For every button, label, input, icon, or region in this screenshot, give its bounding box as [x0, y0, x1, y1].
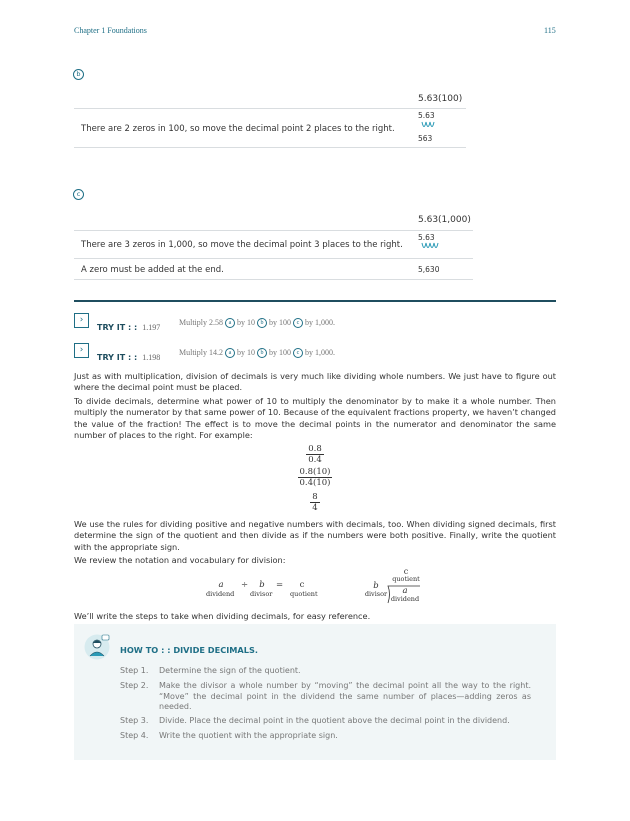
step-4-label: Step 4. [120, 731, 149, 740]
table-divider [74, 147, 466, 148]
long-division-divisor: b divisor [364, 581, 388, 598]
long-division-quotient: c quotient [392, 567, 420, 583]
try-it-1-heading [97, 315, 160, 334]
paragraph-intro: Just as with multiplication, division of decimals is very much like dividing whole numbers. We just have to figure out where the decimal point must be placed. [74, 371, 556, 393]
fraction-whole: $\frac{8}{4}$ [312, 492, 318, 513]
notation-equals: = [276, 580, 284, 590]
step-3-label: Step 3. [120, 716, 149, 725]
notation-divide-sign: ÷ [241, 580, 249, 590]
try-it-1-prompt: Multiply 2.58 a by 10 b by 100 c by 1,000. [179, 318, 336, 327]
notation-quotient: c quotient [290, 580, 318, 598]
part-b-heading: 5.63(100) [418, 94, 463, 104]
paragraph-steps-intro: We’ll write the steps to take when dividing decimals, for easy reference. [74, 611, 371, 621]
try-it-expand-button[interactable]: › [74, 343, 89, 358]
try-it-label: TRY IT : : [97, 323, 138, 332]
try-it-number: 1.197 [142, 323, 161, 332]
try-it-2-heading [97, 345, 160, 364]
part-c-marker: c [73, 184, 84, 203]
part-b-explanation: There are 2 zeros in 100, so move the decimal point 2 places to the right. [81, 124, 395, 134]
paragraph-signed: We use the rules for dividing positive and negative numbers with decimals, too. When dividing signed decimals, first determine the sign of the quotient and then divide as if the numbers were both positive. Finally, write the quotient with the appropriate sign. [74, 519, 556, 552]
notation-divisor: b divisor [250, 580, 273, 598]
student-icon [84, 634, 110, 660]
step-3-text: Divide. Place the decimal point in the quotient above the decimal point in the dividend. [159, 716, 510, 725]
chapter-title: Chapter 1 Foundations [74, 26, 147, 35]
step-2-text: Make the divisor a whole number by “moving” the decimal point all the way to the right. “Move” the decimal point in the dividend the same number of places—adding zeros as needed. [159, 681, 531, 711]
fraction-scaled: $\frac{0.8(10)}{0.4(10)}$ [299, 467, 331, 488]
part-b-work-result: 563 [418, 134, 433, 143]
try-it-2-prompt: Multiply 14.2 a by 10 b by 100 c by 1,000. [179, 348, 336, 357]
try-it-expand-button[interactable]: › [74, 313, 89, 328]
step-4-text: Write the quotient with the appropriate sign. [159, 731, 338, 740]
notation-dividend: a dividend [206, 580, 235, 598]
paragraph-notation-intro: We review the notation and vocabulary for division: [74, 555, 286, 565]
table-divider [74, 279, 473, 280]
part-c-work-result: 5,630 [418, 265, 440, 274]
fraction-whole-wrapper [290, 492, 340, 513]
table-divider [74, 108, 466, 109]
part-b-marker: b [73, 64, 84, 83]
example-fractions [290, 444, 340, 465]
long-division-dividend: a dividend [390, 586, 420, 603]
step-1-text: Determine the sign of the quotient. [159, 666, 301, 675]
part-c-work-top: 5.63 [418, 233, 435, 242]
paragraph-method: To divide decimals, determine what power of 10 to multiply the denominator by to make it a whole number. Then multiply the numerator by that same power of 10. Because of the equivalent fractions property, we haven’t changed the value of the fraction! The effect is to move the decimal points in the numerator and denominator the same number of places to the right. For example: [74, 396, 556, 441]
decimal-move-arrow-icon [421, 120, 437, 132]
part-c-zero-note: A zero must be added at the end. [81, 265, 224, 275]
how-to-title: HOW TO : : DIVIDE DECIMALS. [120, 645, 258, 655]
try-it-label: TRY IT : : [97, 353, 138, 362]
part-c-heading: 5.63(1,000) [418, 215, 471, 225]
step-2-label: Step 2. [120, 681, 149, 690]
fraction-scaled-wrapper [290, 467, 340, 488]
table-divider [74, 230, 473, 231]
part-c-explanation: There are 3 zeros in 1,000, so move the decimal point 3 places to the right. [81, 240, 403, 250]
decimal-move-arrow-icon [421, 241, 443, 253]
step-1-label: Step 1. [120, 666, 149, 675]
part-b-work-top: 5.63 [418, 111, 435, 120]
section-rule [74, 300, 556, 302]
fraction-original: $\frac{0.8}{0.4}$ [308, 444, 322, 465]
page-number: 115 [544, 26, 556, 35]
try-it-number: 1.198 [142, 353, 161, 362]
table-divider [74, 258, 473, 259]
